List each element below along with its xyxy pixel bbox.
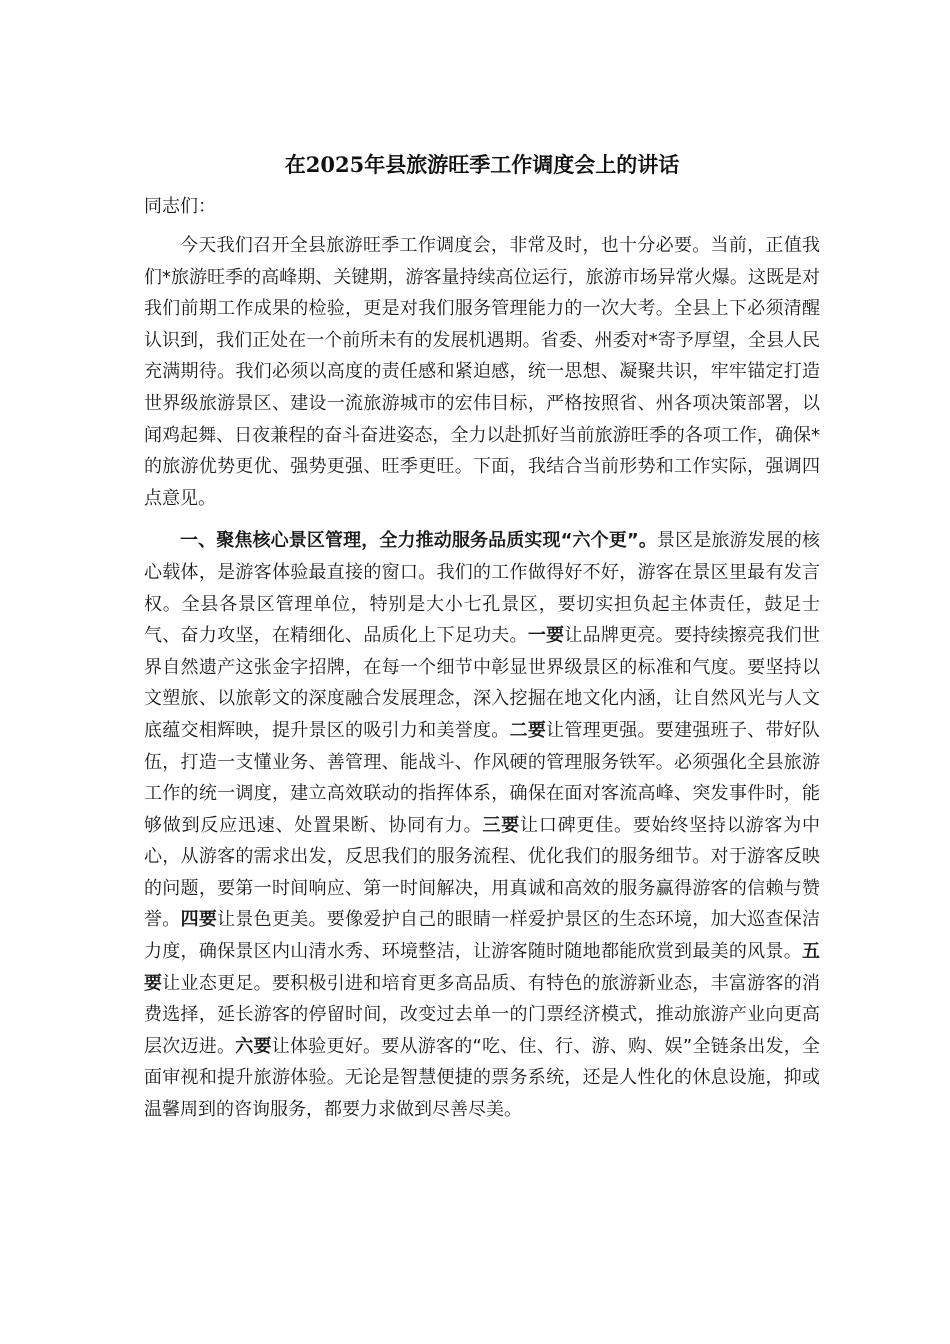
point-2-text: 让管理更强。要建强班子、带好队伍，打造一支懂业务、善管理、能战斗、作风硬的管理服务铁军。必须强化全县旅游工作的统一调度，建立高效联动的指挥体系，确保在面对客流高峰、突发事件时，能够做到反应迅速、处置果断、协同有力。 [144,719,821,836]
intro-paragraph: 今天我们召开全县旅游旺季工作调度会，非常及时，也十分必要。当前，正值我们*旅游旺季的高峰期、关键期，游客量持续高位运行，旅游市场异常火爆。这既是对我们前期工作成果的检验，更是对我们服务管理能力的一次大考。全县上下必须清醒认识到，我们正处在一个前所未有的发展机遇期。省委、州委对*寄予厚望，全县人民充满期待。我们必须以高度的责任感和紧迫感，统一思想、凝聚共识，牢牢锚定打造世界级旅游景区、建设一流旅游城市的宏伟目标，严格按照省、州各项决策部署，以闻鸡起舞、日夜兼程的奋斗奋进姿态，全力以赴抓好当前旅游旺季的各项工作，确保*的旅游优势更优、强势更强、旺季更旺。下面，我结合当前形势和工作实际，强调四点意见。 [144,235,820,509]
document-body [144,150,820,1137]
point-6-label: 六要 [235,1035,272,1057]
point-1-label: 一要 [527,625,565,647]
point-5-label: 五要 [144,941,820,994]
point-3-label: 三要 [482,814,521,836]
document-title: 在2025年县旅游旺季工作调度会上的讲话 [284,152,680,177]
point-1-text: 让品牌更亮。要持续擦亮我们世界自然遗产这张金字招牌，在每一个细节中彰显世界级景区的标准和气度。要坚持以文塑旅、以旅彰文的深度融合发展理念，深入挖掘在地文化内涵，让自然风光与人文底蕴交相辉映，提升景区的吸引力和美誉度。 [144,625,821,741]
section-1-lead: 景区是旅游发展的核心载体，是游客体验最直接的窗口。我们的工作做得好不好，游客在景区里最有发言权。全县各景区管理单位，特别是大小七孔景区，要切实担负起主体责任，鼓足士气、奋力攻坚，在精细化、品质化上下足功夫。 [144,530,820,647]
section-1-paragraph [144,525,820,1125]
point-5-text: 让业态更足。要积极引进和培育更多高品质、有特色的旅游新业态，丰富游客的消费选择，延长游客的停留时间，改变过去单一的门票经济模式，推动旅游产业向更高层次迈进。 [144,972,820,1057]
point-4-label: 四要 [180,909,218,931]
section-1-heading: 一、聚焦核心景区管理，全力推动服务品质实现“六个更”。 [180,530,657,552]
point-6-text: 让体验更好。要从游客的“吃、住、行、游、购、娱”全链条出发，全面审视和提升旅游体验。无论是智慧便捷的票务系统，还是人性化的休息设施，抑或温馨周到的咨询服务，都要力求做到尽善尽美。 [144,1035,821,1121]
point-4-text: 让景色更美。要像爱护自己的眼睛一样爱护景区的生态环境，加大巡查保洁力度，确保景区内山清水秀、环境整洁，让游客随时随地都能欣赏到最美的风景。 [144,909,821,963]
point-2-label: 二要 [509,719,547,741]
salutation: 同志们： [144,196,216,217]
point-3-text: 让口碑更佳。要始终坚持以游客为中心，从游客的需求出发，反思我们的服务流程、优化我们的服务细节。对于游客反映的问题，要第一时间响应、第一时间解决，用真诚和高效的服务赢得游客的信赖与赞誉。 [144,814,821,931]
